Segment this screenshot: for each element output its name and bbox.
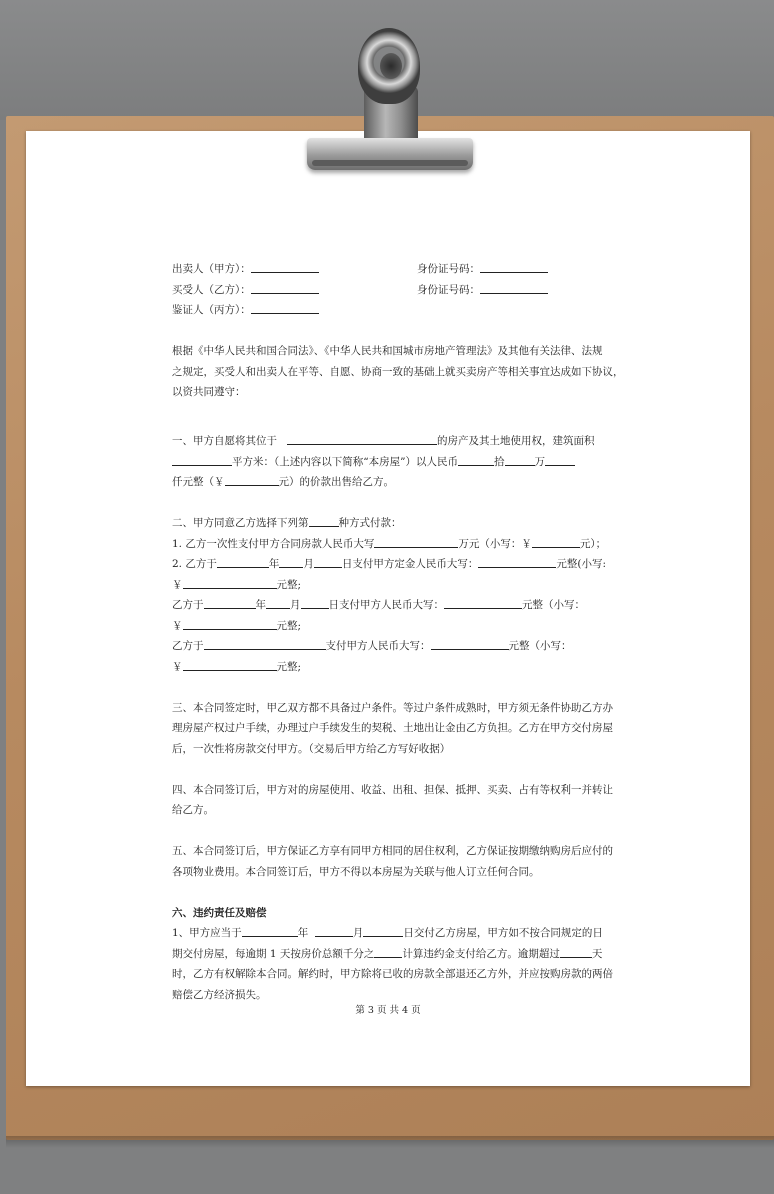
preamble-line: 根据《中华人民共和国合同法》、《中华人民共和国城市房地产管理法》及其他有关法律、法规	[172, 345, 603, 357]
seller-id-label: 身份证号码：	[417, 263, 480, 275]
section-3-line: 三、本合同签定时，甲乙双方都不具备过户条件。等过户条件成熟时，甲方须无条件协助乙方办	[172, 701, 613, 714]
section-5-line: 五、本合同签订后，甲方保证乙方享有同甲方相同的居住权利，乙方保证按期缴纳购房后应付的	[172, 845, 613, 857]
witness-label: 鉴证人（丙方）：	[172, 304, 251, 316]
witness-row	[172, 300, 604, 321]
section-4-line: 四、本合同签订后，甲方对的房屋使用、收益、出租、担保、抵押、买卖、占有等权利一并转让	[172, 783, 613, 796]
section-1-line: 仟元整（￥ 元）的价款出售给乙方。	[172, 472, 604, 493]
preamble-line: 之规定，买受人和出卖人在平等、自愿、协商一致的基础上就买卖房产等相关事宜达成如下协议，	[172, 365, 624, 378]
section-1-line: 平方米：（上述内容以下简称“本房屋”）以人民币 拾 万	[172, 452, 604, 473]
contract-text	[172, 259, 624, 1005]
clipboard-shadow	[6, 1136, 774, 1148]
section-6-line: 1、甲方应当于 年 月 日交付乙方房屋，甲方如不按合同规定的日	[172, 923, 604, 944]
section-4-line: 给乙方。	[172, 804, 214, 816]
section-3-line: 理房屋产权过户手续，办理过户手续发生的契税、土地出让金由乙方负担。乙方在甲方交付房屋	[172, 722, 613, 734]
preamble-line: 以资共同遵守：	[172, 386, 246, 398]
payment-option-3: 乙方于 年 月 日支付甲方人民币大写： 元整（小写：	[172, 595, 604, 616]
witness-blank	[251, 301, 319, 314]
payment-option-3-amount: ￥ 元整;	[172, 616, 604, 637]
section-6-title: 六、违约责任及赔偿	[172, 906, 267, 919]
section-6-line: 期交付房屋，每逾期 1 天按房价总额千分之 计算违约金支付给乙方。逾期超过 天	[172, 944, 604, 965]
page-number: 第 3 页 共 4 页	[355, 1005, 421, 1016]
buyer-row	[172, 280, 604, 301]
payment-option-1: 1. 乙方一次性支付甲方合同房款人民币大写 万元（小写：￥ 元）；	[172, 534, 604, 555]
payment-option-4-amount: ￥ 元整;	[172, 657, 604, 678]
buyer-blank	[251, 281, 319, 294]
payment-option-4: 乙方于 支付甲方人民币大写： 元整（小写：	[172, 636, 604, 657]
seller-blank	[251, 260, 319, 273]
payment-option-2: 2. 乙方于 年 月 日支付甲方定金人民币大写： 元整(小写:	[172, 554, 604, 575]
payment-option-2-amount: ￥ 元整;	[172, 575, 604, 596]
seller-id-blank	[480, 260, 548, 273]
section-1-line: 一、甲方自愿将其位于 的房产及其土地使用权，建筑面积	[172, 431, 604, 452]
section-2-title: 二、甲方同意乙方选择下列第 种方式付款：	[172, 513, 604, 534]
buyer-label: 买受人（乙方）：	[172, 283, 251, 296]
seller-row	[172, 259, 604, 280]
section-3-line: 后，一次性将房款交付甲方。（交易后甲方给乙方写好收据）	[172, 742, 451, 755]
buyer-id-blank	[480, 281, 548, 294]
section-6-line: 时，乙方有权解除本合同。解约时，甲方除将已收的房款全部退还乙方外，并应按购房款的两倍	[172, 968, 613, 980]
section-5-line: 各项物业费用。本合同签订后，甲方不得以本房屋为关联与他人订立任何合同。	[172, 865, 540, 878]
seller-label: 出卖人（甲方）：	[172, 263, 251, 275]
section-6-line: 赔偿乙方经济损失。	[172, 988, 267, 1001]
buyer-id-label: 身份证号码：	[417, 283, 480, 296]
